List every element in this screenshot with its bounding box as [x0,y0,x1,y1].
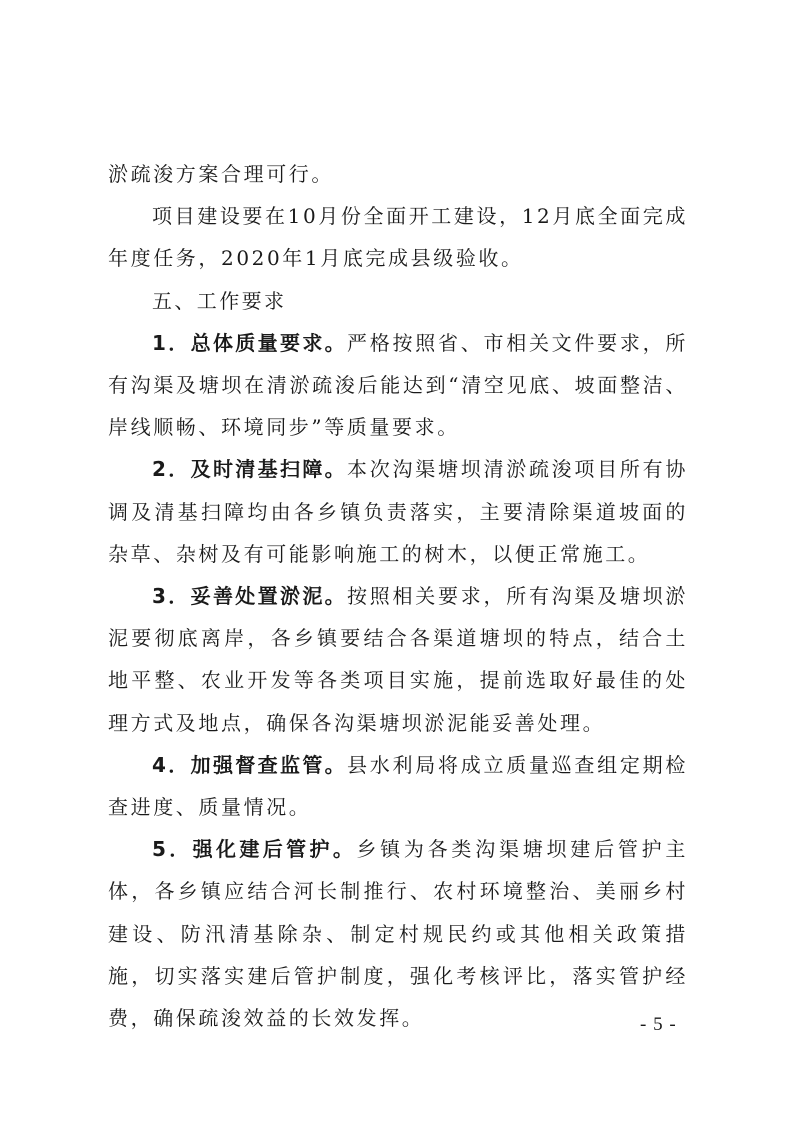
page-number: - 5 - [640,1014,677,1035]
requirement-lead: 1．总体质量要求。 [152,330,347,355]
requirement-lead: 5．强化建后管护。 [152,837,357,862]
requirement-item-5 [108,828,688,1039]
document-body [108,153,688,1039]
section-heading: 五、工作要求 [152,288,287,313]
requirement-item-4 [108,744,688,828]
requirement-body: 按照相关要求，所有沟渠及塘坝淤泥要彻底离岸，各乡镇要结合各渠道塘坝的特点，结合土地平整、农业开发等各类项目实施，提前选取好最佳的处理方式及地点，确保各沟渠塘坝淤泥能妥善处理。 [108,584,688,735]
requirement-body: 本次沟渠塘坝清淤疏浚项目所有协调及清基扫障均由各乡镇负责落实，主要清除渠道坡面的杂草、杂树及有可能影响施工的树木，以便正常施工。 [108,457,688,566]
schedule-paragraph: 项目建设要在10月份全面开工建设，12月底全面完成年度任务，2020年1月底完成县级验收。 [108,204,688,271]
requirement-body: 县水利局将成立质量巡查组定期检查进度、质量情况。 [108,752,688,820]
requirement-lead: 2．及时清基扫障。 [152,457,347,482]
requirement-lead: 4．加强督查监管。 [152,752,347,777]
requirement-item-3 [108,575,688,744]
continuation-paragraph: 淤疏浚方案合理可行。 [108,162,334,186]
requirement-lead: 3．妥善处置淤泥。 [152,584,347,609]
requirement-body: 严格按照省、市相关文件要求，所有沟渠及塘坝在清淤疏浚后能达到“清空见底、坡面整洁、岸线顺畅、环境同步”等质量要求。 [108,330,688,440]
requirement-body: 乡镇为各类沟渠塘坝建后管护主体，各乡镇应结合河长制推行、农村环境整治、美丽乡村建设、防汛清基除杂、制定村规民约或其他相关政策措施，切实落实建后管护制度，强化考核评比，落实管护经费，确保疏浚效益的长效发挥。 [108,837,689,1031]
requirement-item-1 [108,322,688,449]
requirement-item-2 [108,448,688,575]
